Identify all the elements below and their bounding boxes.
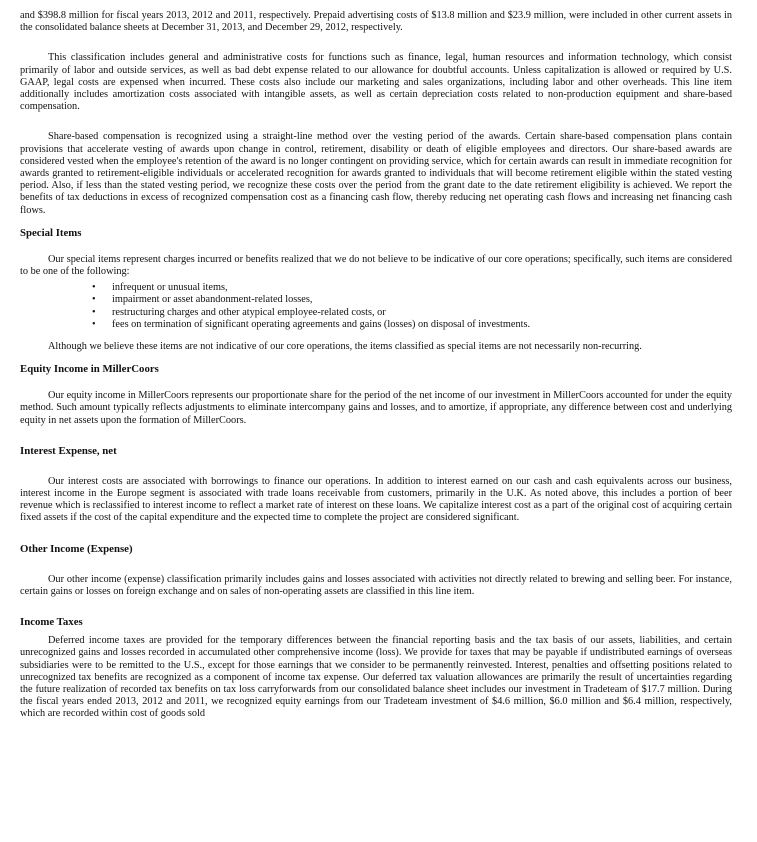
share-based-compensation-paragraph: Share-based compensation is recognized using a straight-line method over the vesting period of the awards. Certain share-based compensation plans contain provisions that accelerate vesting of awards upon change in control, retirement, disability or death of eligible employees and directors. Our share-based awards are considered vested when the employee's retention of the award is no longer contingent on providing service, which for certain awards can result in immediate recognition for awards granted to retirement-eligible individuals or accelerated recognition for awards granted to individuals that will become retirement eligible within the stated vesting period. Also, if less than the stated vesting period, we recognize these costs over the period from the grant date to the date retirement eligibility is achieved. We report the benefits of tax deductions in excess of recognized compensation cost as a financing cash flow, thereby reducing net operating cash flows and increasing net financing cash flows. xyxy=(20,131,732,216)
income-taxes-paragraph: Deferred income taxes are provided for the temporary differences between the financial reporting basis and the tax basis of our assets, liabilities, and certain unrecognized gains and losses recorded in accumulated other comprehensive income (loss). We provide for taxes that may be payable if undistributed earnings of overseas subsidiaries were to be remitted to the U.S., except for those earnings that we consider to be permanently reinvested. Interest, penalties and offsetting positions related to unrecognized tax benefits are recognized as a component of income tax expense. Our deferred tax valuation allowances are primarily the result of uncertainties regarding the future realization of recorded tax benefits on tax loss carryforwards from our consolidated balance sheet includes our investment in Tradeteam of $17.7 million. During the fiscal years ended 2013, 2012 and 2011, we recognized equity earnings from our Tradeteam investment of $4.6 million, $6.0 million and $6.4 million, respectively, which are recorded within cost of goods sold xyxy=(20,635,732,720)
other-income-paragraph: Our other income (expense) classification primarily includes gains and losses associated with activities not directly related to brewing and selling beer. For instance, certain gains or losses on foreign exchange and on sales of non-operating assets are classified in this line item. xyxy=(20,573,732,597)
equity-income-section xyxy=(20,363,732,427)
other-income-heading: Other Income (Expense) xyxy=(20,542,133,555)
special-items-list xyxy=(20,282,732,331)
list-item: • impairment or asset abandonment-related losses, xyxy=(112,294,732,306)
list-item: • fees on termination of significant operating agreements and gains (losses) on disposal of investments. xyxy=(112,319,732,331)
income-taxes-section xyxy=(20,616,732,720)
special-items-section xyxy=(20,227,732,353)
special-items-intro: Our special items represent charges incurred or benefits realized that we do not believe to be indicative of our core operations; specifically, such items are considered to be one of the following: xyxy=(20,253,732,278)
equity-income-paragraph: Our equity income in MillerCoors represents our proportionate share for the period of the net income of our investment in MillerCoors accounted for under the equity method. Such amount typically reflects adjustments to eliminate intercompany gains and losses, and to amortize, if appropriate, any difference between cost and underlying equity in net assets upon the formation of MillerCoors. xyxy=(20,390,732,426)
special-items-heading: Special Items xyxy=(20,226,82,239)
interest-expense-section xyxy=(20,445,732,525)
other-income-section xyxy=(20,543,732,598)
special-items-closing: Although we believe these items are not indicative of our core operations, the items classified as special items are not necessarily non-recurring. xyxy=(48,341,642,353)
list-item: • infrequent or unusual items, xyxy=(112,282,732,294)
document-page xyxy=(20,10,732,721)
interest-expense-heading: Interest Expense, net xyxy=(20,444,117,457)
income-taxes-heading: Income Taxes xyxy=(20,616,83,629)
list-item: • restructuring charges and other atypical employee-related costs, or xyxy=(112,307,732,319)
general-admin-paragraph: This classification includes general and administrative costs for functions such as finance, legal, human resources and information technology, which consist primarily of labor and outside services, as well as bad debt expense related to our allowance for doubtful accounts. Unless capitalization is allowed or required by U.S. GAAP, legal costs are expensed when incurred. These costs also include our marketing and sales organizations, including labor and other overheads. This line item additionally includes amortization costs associated with intangible assets, as well as certain depreciation costs related to non-production equipment and share-based compensation. xyxy=(20,52,732,113)
interest-expense-paragraph: Our interest costs are associated with borrowings to finance our operations. In addition to interest earned on our cash and cash equivalents across our business, interest income in the Europe segment is associated with trade loans receivable from customers, primarily in the U.K. As noted above, this includes a portion of beer revenue which is reclassified to interest income to reflect a market rate of interest on these loans. We capitalize interest cost as a part of the original cost of acquiring certain fixed assets if the cost of the capital expenditure and the expected time to complete the project are considered significant. xyxy=(20,475,732,524)
intro-paragraph: and $398.8 million for fiscal years 2013, 2012 and 2011, respectively. Prepaid advertising costs of $13.8 million and $23.9 million, were included in other current assets in the consolidated balance sheets at December 31, 2013, and December 29, 2012, respectively. xyxy=(20,10,732,34)
equity-income-heading: Equity Income in MillerCoors xyxy=(20,363,159,376)
